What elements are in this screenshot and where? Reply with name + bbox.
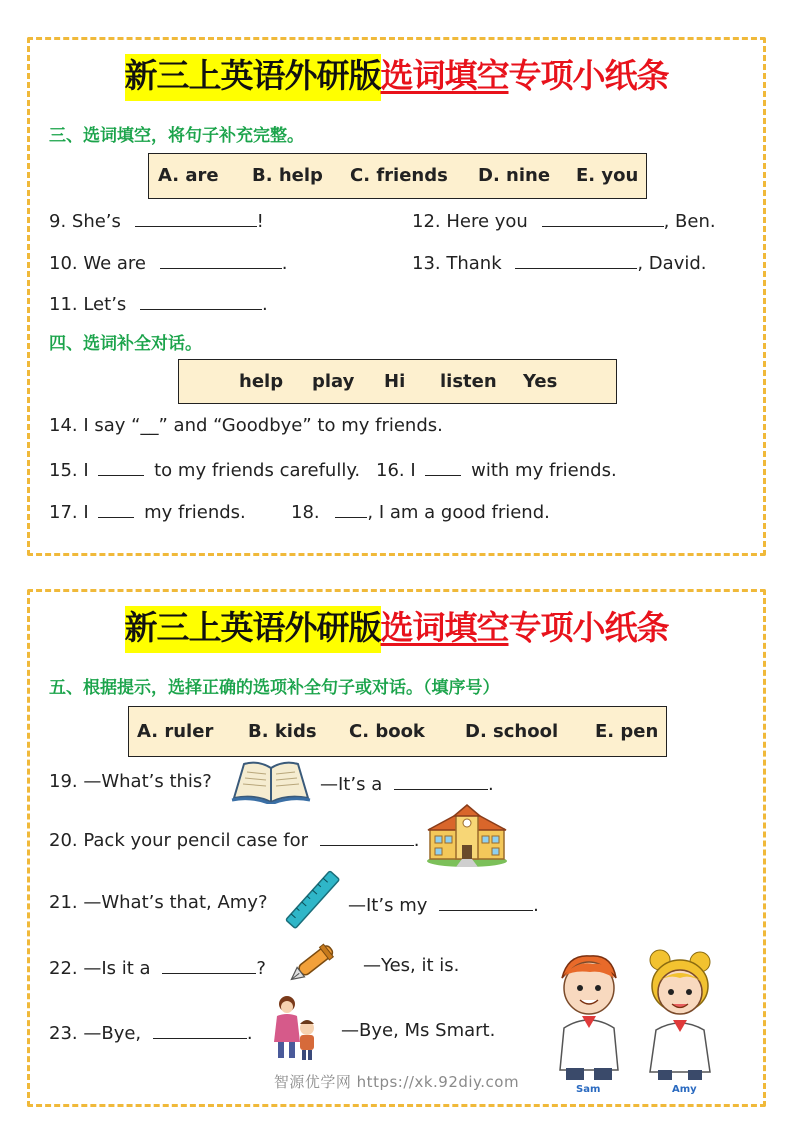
section3-word-box bbox=[148, 153, 647, 199]
question-22: 22. —Is it a ? bbox=[49, 955, 266, 979]
section3-heading: 三、选词填空，将句子补充完整。 bbox=[49, 126, 304, 146]
question-18: 18. , I am a good friend. bbox=[291, 499, 550, 523]
option: E. you bbox=[576, 165, 639, 186]
title-red-underlined: 选词填空 bbox=[380, 56, 509, 95]
kid-name-sam: Sam bbox=[576, 1084, 601, 1095]
title-red-underlined: 选词填空 bbox=[380, 608, 509, 647]
card1-title bbox=[30, 54, 763, 98]
answer-blank[interactable] bbox=[98, 499, 134, 518]
question-21: 21. —What’s that, Amy? bbox=[49, 892, 268, 913]
option: D. nine bbox=[478, 165, 551, 186]
section5-heading: 五、根据提示，选择正确的选项补全句子或对话。（填序号） bbox=[49, 678, 500, 698]
question-13: 13. Thank , David. bbox=[412, 250, 707, 274]
option: Hi bbox=[384, 371, 406, 392]
option: E. pen bbox=[595, 721, 659, 742]
fountain-pen-picture bbox=[283, 934, 347, 988]
question-23-answer: —Bye, Ms Smart. bbox=[341, 1020, 496, 1041]
question-21-answer: —It’s my . bbox=[348, 892, 539, 916]
option: B. help bbox=[252, 165, 323, 186]
answer-blank[interactable] bbox=[162, 955, 256, 974]
open-book-picture bbox=[230, 758, 312, 804]
answer-blank[interactable] bbox=[394, 771, 488, 790]
answer-blank[interactable] bbox=[439, 892, 533, 911]
teacher-and-kid-picture bbox=[267, 994, 325, 1064]
option: listen bbox=[440, 371, 497, 392]
title-highlight: 新三上英语外研版 bbox=[125, 54, 381, 101]
section5-word-box bbox=[128, 706, 667, 757]
option: Yes bbox=[523, 371, 558, 392]
question-9: 9. She’s ! bbox=[49, 208, 264, 232]
answer-blank[interactable] bbox=[98, 457, 144, 476]
question-23: 23. —Bye, . bbox=[49, 1020, 253, 1044]
question-14: 14. I say “__” and “Goodbye” to my friends. bbox=[49, 415, 443, 436]
card2-title bbox=[30, 606, 763, 650]
section4-word-box bbox=[178, 359, 617, 404]
question-12: 12. Here you , Ben. bbox=[412, 208, 716, 232]
section4-heading: 四、选词补全对话。 bbox=[49, 334, 202, 354]
answer-blank[interactable] bbox=[153, 1020, 247, 1039]
answer-blank[interactable] bbox=[320, 827, 414, 846]
option: help bbox=[239, 371, 284, 392]
question-19: 19. —What’s this? bbox=[49, 771, 212, 792]
school-building-picture bbox=[426, 803, 508, 867]
question-17: 17. I my friends. bbox=[49, 499, 246, 523]
footer-watermark: 智源优学网 https://xk.92diy.com bbox=[273, 1073, 520, 1091]
question-11: 11. Let’s . bbox=[49, 291, 268, 315]
question-20: 20. Pack your pencil case for . bbox=[49, 827, 420, 851]
option: C. friends bbox=[350, 165, 448, 186]
answer-blank[interactable] bbox=[515, 250, 637, 269]
option: C. book bbox=[349, 721, 425, 742]
title-highlight: 新三上英语外研版 bbox=[125, 606, 381, 653]
question-19-answer: —It’s a . bbox=[320, 771, 494, 795]
answer-blank[interactable] bbox=[160, 250, 282, 269]
question-15: 15. I to my friends carefully. bbox=[49, 457, 360, 481]
worksheet-card-1 bbox=[27, 37, 766, 556]
kid-name-amy: Amy bbox=[672, 1084, 697, 1095]
title-red: 专项小纸条 bbox=[508, 608, 669, 647]
ruler-picture bbox=[282, 867, 344, 933]
option: D. school bbox=[465, 721, 559, 742]
worksheet-card-2 bbox=[27, 589, 766, 1107]
answer-blank[interactable] bbox=[135, 208, 257, 227]
answer-blank[interactable] bbox=[335, 499, 367, 518]
answer-blank[interactable] bbox=[425, 457, 461, 476]
question-10: 10. We are . bbox=[49, 250, 287, 274]
option: B. kids bbox=[248, 721, 317, 742]
question-22-answer: —Yes, it is. bbox=[363, 955, 460, 976]
answer-blank[interactable] bbox=[140, 291, 262, 310]
option: A. are bbox=[158, 165, 219, 186]
answer-blank[interactable] bbox=[542, 208, 664, 227]
option: A. ruler bbox=[137, 721, 214, 742]
title-red: 专项小纸条 bbox=[508, 56, 669, 95]
option: play bbox=[312, 371, 355, 392]
question-16: 16. I with my friends. bbox=[376, 457, 617, 481]
